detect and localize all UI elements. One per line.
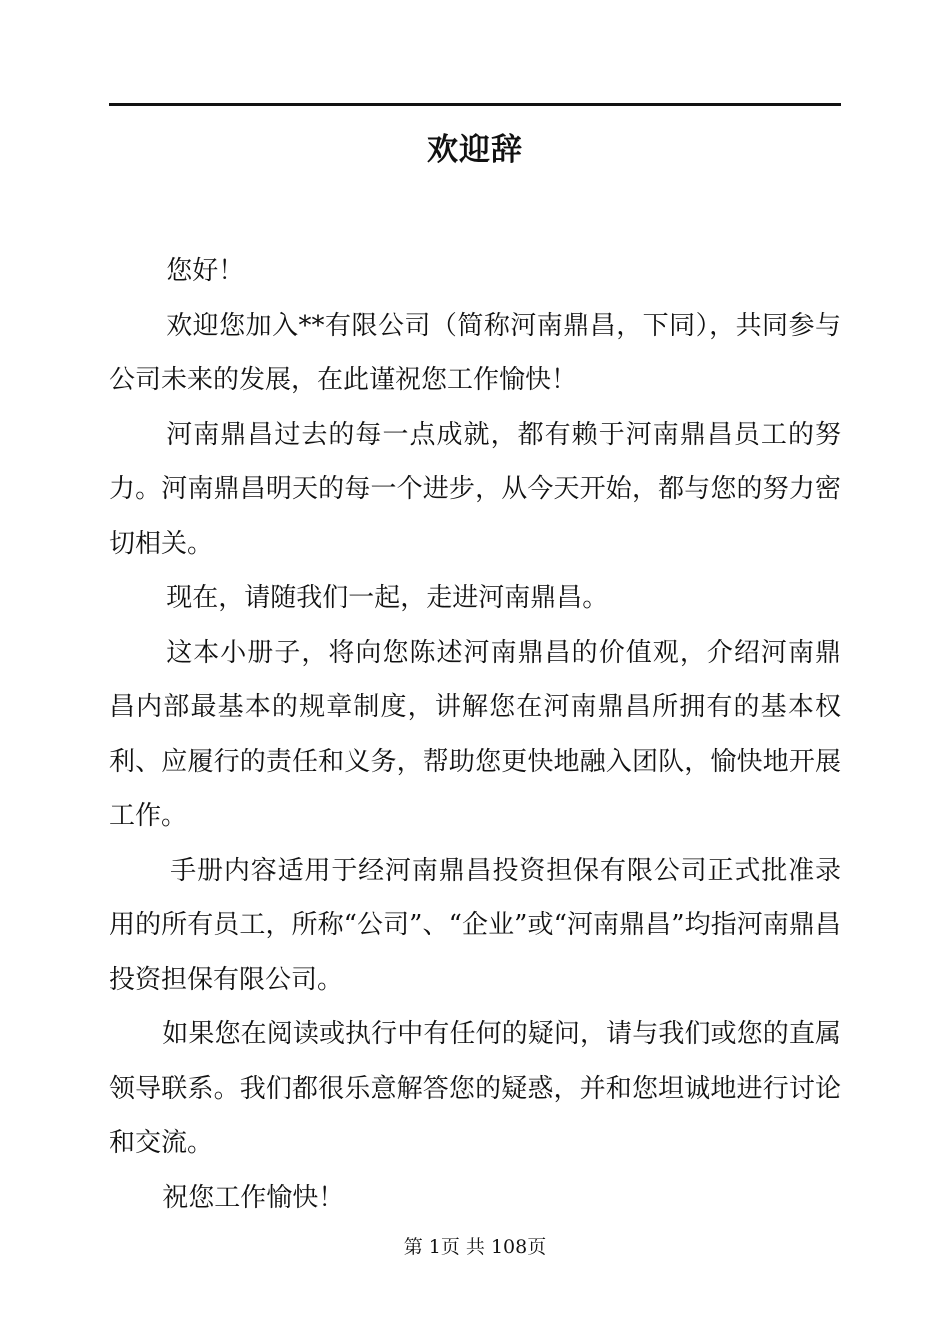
page-title: 欢迎辞: [427, 132, 523, 168]
paragraph-achievements: 河南鼎昌过去的每一点成就，都有赖于河南鼎昌员工的努力。河南鼎昌明天的每一个进步，从今天开始，都与您的努力密切相关。: [109, 419, 841, 559]
paragraph-closing: 祝您工作愉快！: [162, 1182, 345, 1213]
document-body: [109, 244, 841, 1225]
header-rule: [109, 103, 841, 106]
page-number: 第 1页 共 108页: [403, 1236, 547, 1258]
paragraph-invitation: 现在，请随我们一起，走进河南鼎昌。: [166, 583, 609, 613]
paragraph-scope: 手册内容适用于经河南鼎昌投资担保有限公司正式批准录用的所有员工，所称“公司”、“企业”或“河南鼎昌”均指河南鼎昌投资担保有限公司。: [109, 855, 841, 995]
paragraph-handbook-purpose: 这本小册子，将向您陈述河南鼎昌的价值观，介绍河南鼎昌内部最基本的规章制度，讲解您在河南鼎昌所拥有的基本权利、应履行的责任和义务，帮助您更快地融入团队，愉快地开展工作。: [109, 637, 841, 831]
paragraph-welcome: 欢迎您加入**有限公司（简称河南鼎昌，下同），共同参与公司未来的发展，在此谨祝您工作愉快！: [109, 310, 841, 395]
paragraph-greeting: 您好！: [166, 256, 245, 286]
paragraph-contact: 如果您在阅读或执行中有任何的疑问，请与我们或您的直属领导联系。我们都很乐意解答您的疑惑，并和您坦诚地进行讨论和交流。: [109, 1019, 841, 1158]
